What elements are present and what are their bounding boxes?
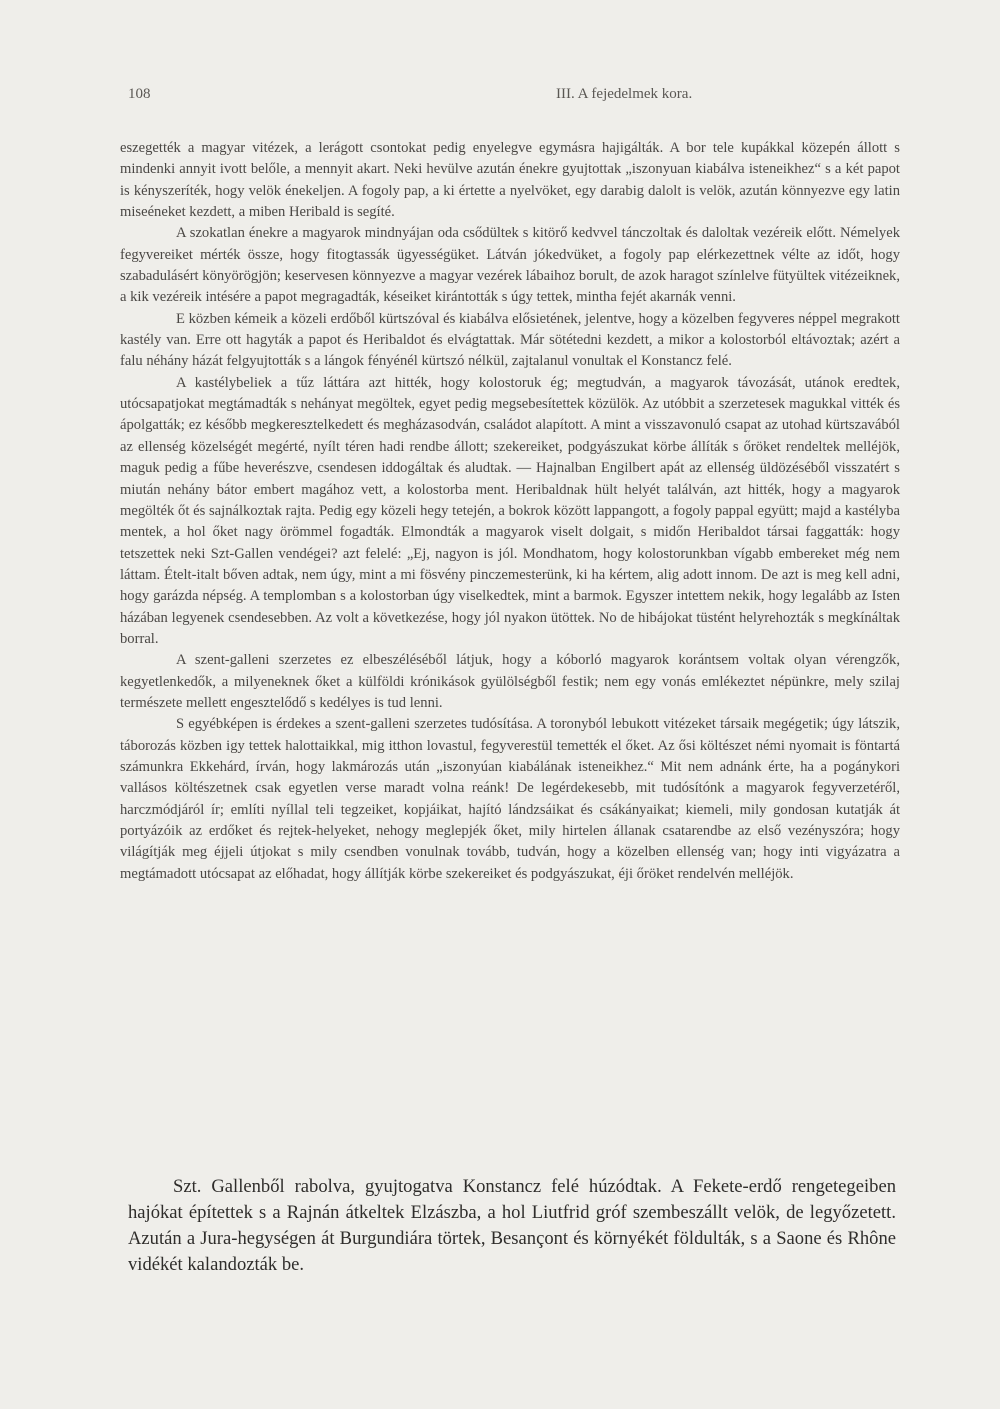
page-header bbox=[128, 86, 898, 108]
paragraph: A kastélybeliek a tűz láttára azt hitték, hogy kolostoruk ég; megtudván, a magyarok távozását, utánok eredtek, utócsapatjokat megtámadták s nehányat megöltek, egyet pedig megsebesítettek közülök. Az utóbbit a szerzetesek magukkal vitték és ápolgatták; ez később megkeresztelkedett és megházasodván, családot alapított. A mint a visszavonuló csapat az utohad kürtszavából az ellenség közelségét megérté, nyílt téren hadi rendbe állott; szekereiket, podgyászukat körbe állíták s őröket rendeltek melléjök, maguk pedig a fűbe heverészve, csendesen iddogáltak és aludtak. — Hajnalban Engilbert apát az ellenség üldözéséből visszatért s miután nehány bátor embert magához vett, a kolostorba ment. Heribaldnak hült helyét találván, azt hitték, hogy a magyarok megölték őt és sajnálkoztak rajta. Pedig egy közeli hegy tetején, a bokrok között lappangott, a fogoly pappal együtt; majd a kastélyba mentek, a hol őket nagy örömmel fogadták. Elmondták a magyarok viselt dolgait, s midőn Heribaldot társai faggatták: hogy tetszettek neki Szt-Gallen vendégei? azt felelé: „Ej, nagyon is jól. Mondhatom, hogy kolostorunkban vígabb embereket még nem láttam. Ételt-italt bőven adtak, nem úgy, mint a mi fösvény pinczemesterünk, ki ha kértem, alig adott innom. De azt is meg kell adni, hogy garázda népség. A templomban s a kolostorban úgy viselkedtek, mint a barmok. Egyszer intettem nekik, hogy legalább az Isten házában legyenek csendesebben. Az volt a következése, hogy jól nyakon ütöttek. No de hibájokat tüstént helyrehozták s megkínáltak borral. bbox=[120, 374, 900, 647]
page-number: 108 bbox=[128, 86, 151, 102]
body-text bbox=[120, 138, 900, 885]
summary-paragraph: Szt. Gallenből rabolva, gyujtogatva Konstancz felé húzódtak. A Fekete-erdő rengetegeiben hajókat építettek s a Rajnán átkeltek Elzászba, a hol Liutfrid gróf szembeszállt velök, de legyőzetett. Azután a Jura-hegységen át Burgundiára törtek, Besançont és környékét földulták, s a Saone és Rhône vidékét kalandozták be. bbox=[128, 1176, 896, 1275]
paragraph: A szokatlan énekre a magyarok mindnyájan oda csődültek s kitörő kedvvel tánczoltak és daloltak vezéreik előtt. Némelyek fegyvereiket mérték össze, hogy fitogtassák ügyességüket. Látván jókedvüket, a fogoly pap elérkezettnek vélte az időt, hogy szabadulásért könyörögjön; keservesen könnyezve a magyar vezérek lábaihoz borult, de azok haragot színlelve fütyültek vitézeiknek, a kik vezéreik intésére a papot megragadták, késeiket kirántották s úgy tettek, mintha fejét akarnák venni. bbox=[120, 225, 900, 306]
paragraph: S egyébképen is érdekes a szent-galleni szerzetes tudósítása. A toronyból lebukott vitézeket társaik megégetik; úgy látszik, táborozás közben igy tettek halottaikkal, mig itthon lovastul, fegyverestül temették el őket. Az ősi költészet némi nyomait is föntartá számunkra Ekkehárd, írván, hogy lakmározás után „iszonyúan kiabálának isteneikhez.“ Mit nem adnánk érte, ha a pogánykori vallásos költészetnek csak egyetlen verse maradt volna reánk! De legérdekesebb, mit tudósítónk a magyarok fegyverzetéről, harczmódjáról ír; említi nyíllal teli tegzeiket, kopjáikat, hajító lándzsáikat és csákányaikat; kiemeli, mily gondosan kutatják át portyázóik az erdőket és rejtek-helyeket, nehogy meglepjék őket, mily hirtelen állanak csatarendbe az első vezényszóra; hogy világítják meg éjjeli útjokat s mily csendben vonulnak tovább, tudván, hogy a közelben ellenség van; hogy inti vigyázatra a megtámadott utócsapat az előhadat, hogy állítják körbe szekereiket és podgyászukat, éji őröket rendelvén melléjök. bbox=[120, 716, 900, 882]
paragraph: eszegették a magyar vitézek, a lerágott csontokat pedig enyelegve egymásra hajigálták. A bor tele kupákkal közepén állott s mindenki annyit ivott belőle, a mennyit akart. Neki hevülve azután énekre gyujtottak „iszonyuan kiabálva isteneikhez“ s a két papot is kényszeríték, hogy velök énekeljen. A fogoly pap, a ki értette a nyelvöket, egy darabig dalolt is velök, azután könnyezve egy latin miseéneket kezdett, a miben Heribald is segíté. bbox=[120, 140, 900, 221]
running-head: III. A fejedelmek kora. bbox=[556, 86, 693, 102]
large-print-summary bbox=[128, 1174, 896, 1278]
paragraph: E közben kémeik a közeli erdőből kürtszóval és kiabálva elősietének, jelentve, hogy a közelben fegyveres néppel megrakott kastély van. Erre ott hagyták a papot és Heribaldot és elvágtattak. Már sötétedni kezdett, a mikor a kolostorból eltávoztak; azért a falu néhány házát felgyujtották s a lángok fényénél kürtszó nélkül, zajtalanul vonultak el Konstancz felé. bbox=[120, 310, 900, 370]
paragraph: A szent-galleni szerzetes ez elbeszéléséből látjuk, hogy a kóborló magyarok korántsem voltak olyan vérengzők, kegyetlenkedők, a milyeneknek őket a külföldi krónikások gyülölségből festik; nem egy vonás emlékeztet népünkre, mely szilaj természete mellett engesztelődő s kedélyes is tud lenni. bbox=[120, 652, 900, 711]
